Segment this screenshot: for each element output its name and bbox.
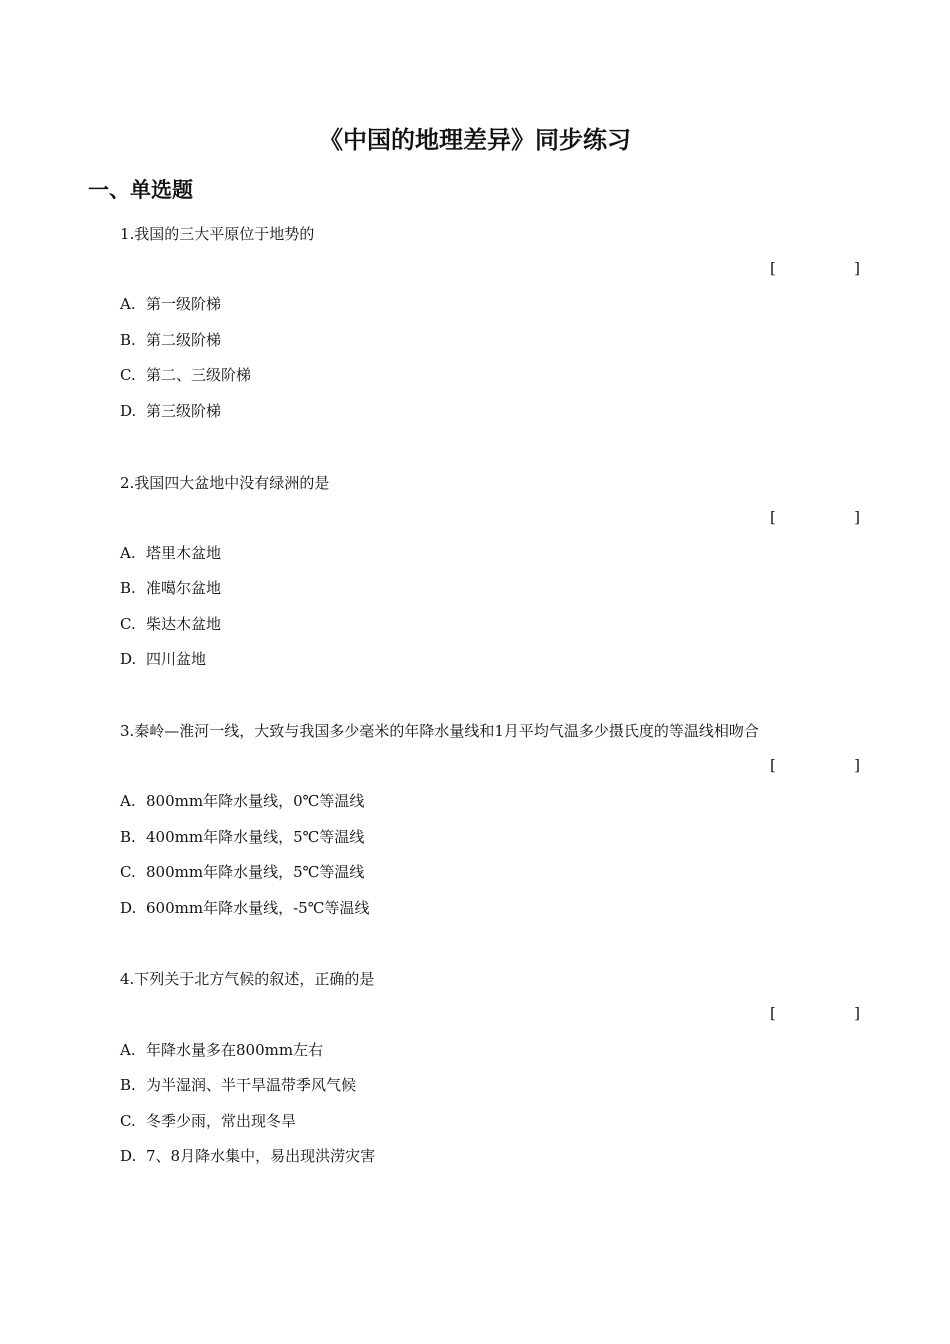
option-letter: C. xyxy=(120,615,136,633)
option-text: 7、8月降水集中，易出现洪涝灾害 xyxy=(146,1147,376,1165)
option-b xyxy=(120,576,221,600)
option-a xyxy=(120,292,221,316)
option-letter: B. xyxy=(120,828,136,846)
option-a xyxy=(120,789,364,813)
bracket-close: ] xyxy=(854,259,860,277)
option-letter: B. xyxy=(120,579,136,597)
option-text: 第二级阶梯 xyxy=(146,331,222,349)
option-text: 准噶尔盆地 xyxy=(146,579,222,597)
answer-bracket xyxy=(770,1001,860,1025)
bracket-open: [ xyxy=(770,508,776,526)
bracket-open: [ xyxy=(770,259,776,277)
option-letter: A. xyxy=(120,792,136,810)
bracket-close: ] xyxy=(854,1004,860,1022)
option-c xyxy=(120,860,364,884)
option-text: 800mm年降水量线，5℃等温线 xyxy=(146,863,365,881)
option-letter: D. xyxy=(120,650,137,668)
option-b xyxy=(120,328,221,352)
option-text: 400mm年降水量线，5℃等温线 xyxy=(146,828,365,846)
option-text: 四川盆地 xyxy=(146,650,207,668)
option-d xyxy=(120,647,206,671)
option-text: 年降水量多在800mm左右 xyxy=(146,1041,324,1059)
option-text: 第一级阶梯 xyxy=(146,295,222,313)
option-c xyxy=(120,612,221,636)
option-text: 第二、三级阶梯 xyxy=(146,366,252,384)
option-letter: A. xyxy=(120,544,136,562)
question-stem: 3.秦岭—淮河一线，大致与我国多少毫米的年降水量线和1月平均气温多少摄氏度的等温线相吻合 xyxy=(120,722,759,740)
bracket-close: ] xyxy=(854,756,860,774)
option-letter: C. xyxy=(120,366,136,384)
bracket-close: ] xyxy=(854,508,860,526)
option-text: 塔里木盆地 xyxy=(146,544,222,562)
option-letter: A. xyxy=(120,295,136,313)
option-b xyxy=(120,825,364,849)
option-d xyxy=(120,399,221,423)
option-b xyxy=(120,1073,356,1097)
option-text: 600mm年降水量线，-5℃等温线 xyxy=(146,899,370,917)
option-letter: D. xyxy=(120,1147,137,1165)
option-letter: B. xyxy=(120,331,136,349)
option-letter: C. xyxy=(120,1112,136,1130)
answer-bracket xyxy=(770,753,860,777)
option-text: 800mm年降水量线，0℃等温线 xyxy=(146,792,365,810)
option-letter: B. xyxy=(120,1076,136,1094)
question-stem: 4.下列关于北方气候的叙述，正确的是 xyxy=(120,970,375,988)
question-stem: 1.我国的三大平原位于地势的 xyxy=(120,225,315,243)
option-letter: C. xyxy=(120,863,136,881)
answer-bracket xyxy=(770,256,860,280)
option-a xyxy=(120,1038,323,1062)
option-d xyxy=(120,1144,375,1168)
option-letter: A. xyxy=(120,1041,136,1059)
option-c xyxy=(120,363,251,387)
bracket-open: [ xyxy=(770,756,776,774)
option-text: 冬季少雨，常出现冬旱 xyxy=(146,1112,297,1130)
option-text: 第三级阶梯 xyxy=(146,402,222,420)
option-letter: D. xyxy=(120,899,137,917)
page-title: 《中国的地理差异》同步练习 xyxy=(319,126,631,154)
option-text: 柴达木盆地 xyxy=(146,615,222,633)
question-stem: 2.我国四大盆地中没有绿洲的是 xyxy=(120,474,330,492)
section-heading: 一、单选题 xyxy=(88,178,193,202)
option-text: 为半湿润、半干旱温带季风气候 xyxy=(146,1076,357,1094)
option-c xyxy=(120,1109,296,1133)
answer-bracket xyxy=(770,505,860,529)
bracket-open: [ xyxy=(770,1004,776,1022)
option-d xyxy=(120,896,369,920)
option-a xyxy=(120,541,221,565)
option-letter: D. xyxy=(120,402,137,420)
